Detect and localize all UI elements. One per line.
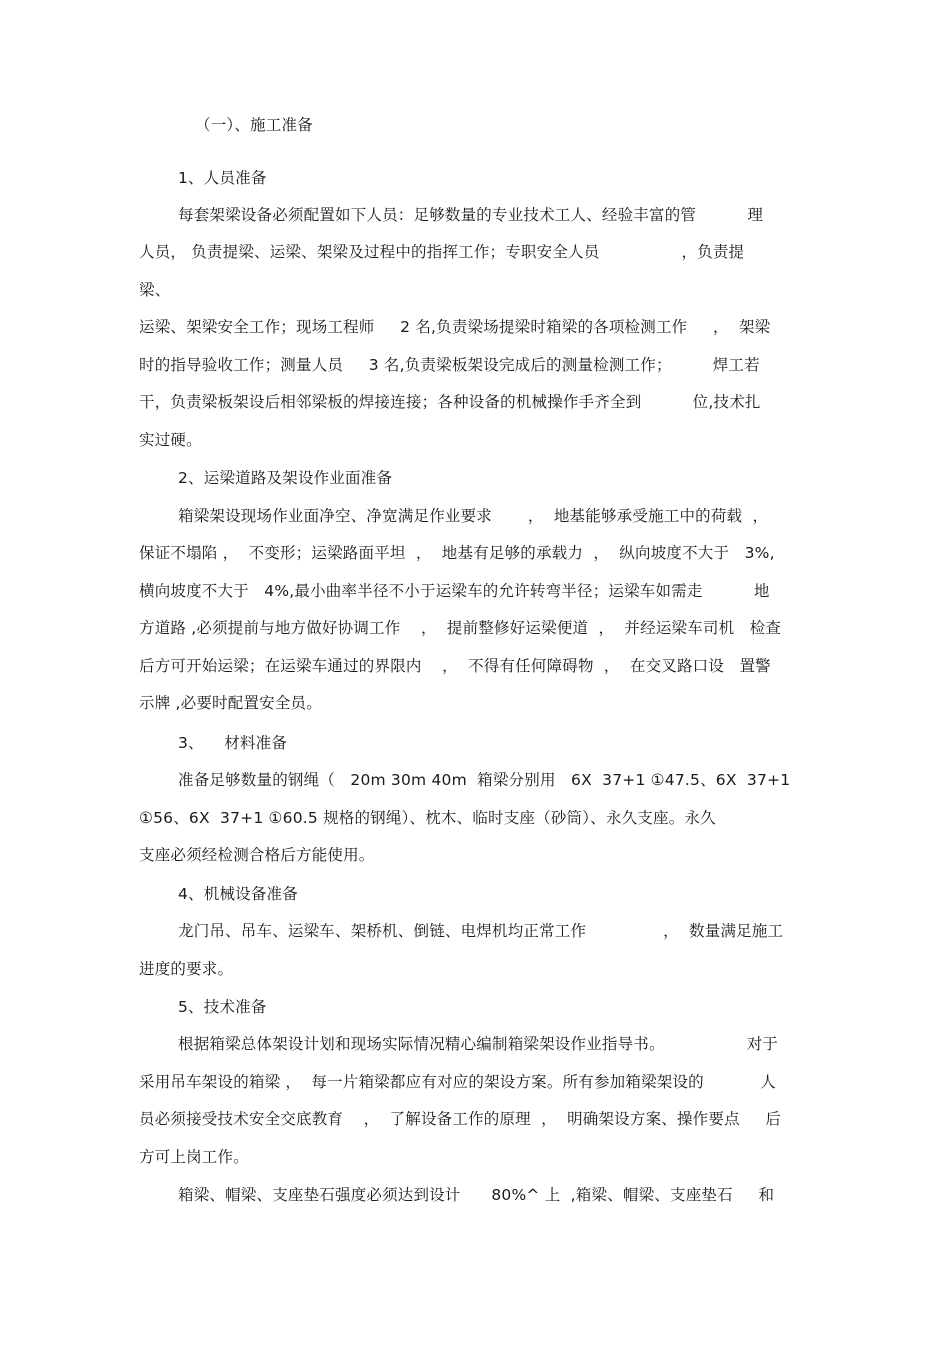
paragraph-line: 方道路 ,必须提前与地方做好协调工作 ， 提前整修好运梁便道 ， 并经运梁车司机 检查 [139, 619, 782, 637]
heading-personnel: 1、人员准备 [178, 169, 267, 187]
paragraph-line: 实过硬。 [139, 431, 202, 449]
paragraph-line: 人员， 负责提梁、运梁、架梁及过程中的指挥工作；专职安全人员 ，负责提 [139, 243, 745, 261]
paragraph-line: 保证不塌陷 ， 不变形；运梁路面平坦 ， 地基有足够的承载力 ， 纵向坡度不大于 3%, [139, 544, 775, 562]
paragraph-line: 准备足够数量的钢绳（ 20m 30m 40m 箱梁分别用 6X 37+1 ①47.5、6X 37+1 [178, 771, 791, 789]
heading-materials: 3、 材料准备 [178, 734, 288, 752]
heading-equipment: 4、机械设备准备 [178, 885, 298, 903]
heading-road: 2、运梁道路及架设作业面准备 [178, 469, 393, 487]
section-title: （一）、施工准备 [195, 116, 313, 134]
paragraph-line: 横向坡度不大于 4%,最小曲率半径不小于运梁车的允许转弯半径；运梁车如需走 地 [139, 582, 770, 600]
paragraph-line: ①56、6X 37+1 ①60.5 规格的钢绳）、枕木、临时支座（砂筒）、永久支座。永久 [139, 809, 716, 827]
paragraph-line: 根据箱梁总体架设计划和现场实际情况精心编制箱梁架设作业指导书。 对于 [178, 1035, 779, 1053]
paragraph-line: 示牌 ,必要时配置安全员。 [139, 694, 322, 712]
paragraph-line: 箱梁架设现场作业面净空、净宽满足作业要求 ， 地基能够承受施工中的荷载 ， [178, 507, 769, 525]
paragraph-line: 干，负责梁板架设后相邻梁板的焊接连接；各种设备的机械操作手齐全到 位,技术扎 [139, 393, 761, 411]
paragraph-line: 方可上岗工作。 [139, 1148, 249, 1166]
paragraph-line: 采用吊车架设的箱梁 ， 每一片箱梁都应有对应的架设方案。所有参加箱梁架设的 人 [139, 1073, 776, 1091]
paragraph-line: 员必须接受技术安全交底教育 ， 了解设备工作的原理 ， 明确架设方案、操作要点 后 [139, 1110, 782, 1128]
heading-technical: 5、技术准备 [178, 998, 267, 1016]
paragraph-line: 运梁、架梁安全工作；现场工程师 2 名,负责梁场提梁时箱梁的各项检测工作 ， 架梁 [139, 318, 771, 336]
paragraph-line: 进度的要求。 [139, 960, 234, 978]
paragraph-line: 梁、 [139, 281, 171, 299]
paragraph-line: 时的指导验收工作；测量人员 3 名,负责梁板架设完成后的测量检测工作； 焊工若 [139, 356, 760, 374]
paragraph-line: 箱梁、帽梁、支座垫石强度必须达到设计 80%^ 上 ,箱梁、帽梁、支座垫石 和 [178, 1186, 775, 1204]
paragraph-line: 支座必须经检测合格后方能使用。 [139, 846, 375, 864]
paragraph-line: 每套架梁设备必须配置如下人员：足够数量的专业技术工人、经验丰富的管 理 [178, 206, 764, 224]
paragraph-line: 龙门吊、吊车、运梁车、架桥机、倒链、电焊机均正常工作 ， 数量满足施工 [178, 922, 784, 940]
paragraph-line: 后方可开始运梁；在运梁车通过的界限内 ， 不得有任何障碍物 ， 在交叉路口设 置警 [139, 657, 771, 675]
